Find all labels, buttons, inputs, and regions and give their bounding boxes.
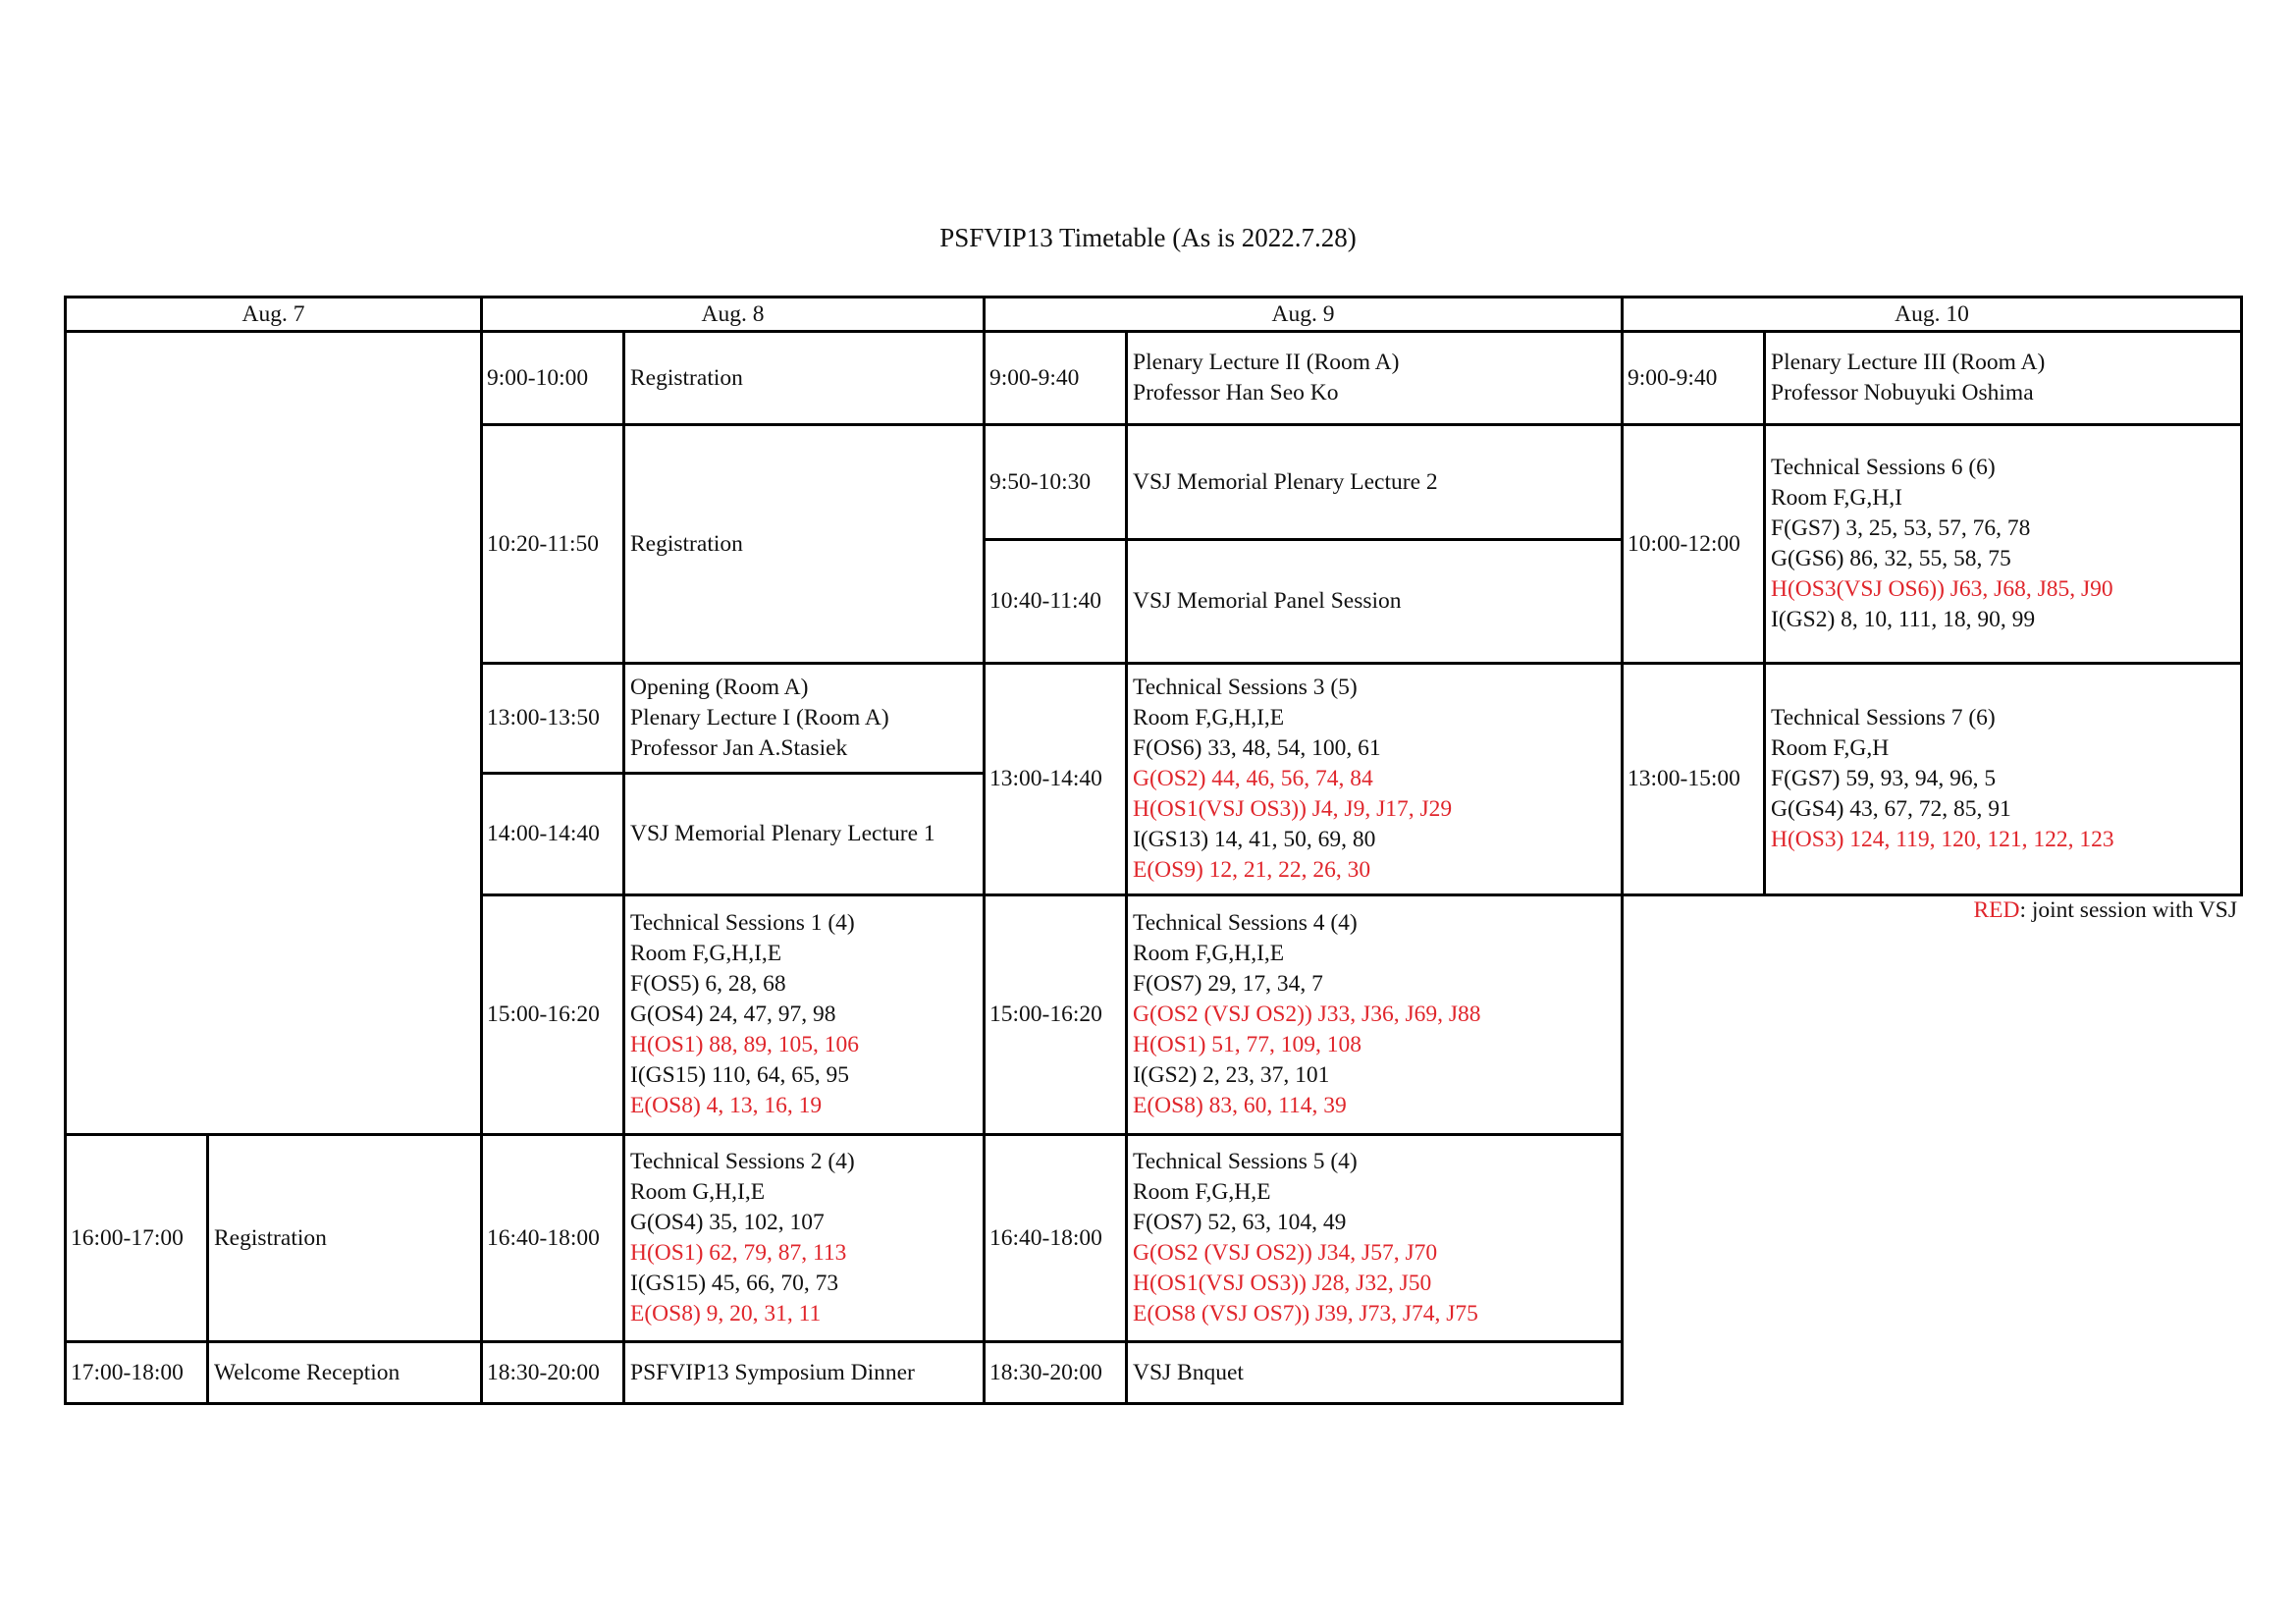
- session-line: I(GS15) 45, 66, 70, 73: [630, 1271, 839, 1296]
- session-line: F(OS5) 6, 28, 68: [630, 971, 786, 997]
- session-line: H(OS3) 124, 119, 120, 121, 122, 123: [1771, 827, 2114, 852]
- aug8-s7-time: 18:30-20:00: [480, 1340, 625, 1405]
- session-line: PSFVIP13 Symposium Dinner: [630, 1359, 915, 1385]
- session-line: I(GS15) 110, 64, 65, 95: [630, 1062, 850, 1088]
- session-line: Technical Sessions 5 (4): [1133, 1149, 1358, 1174]
- aug9-s6-content: [1125, 1133, 1624, 1343]
- aug9-s1-content: [1125, 330, 1624, 426]
- aug8-s5-time: 15:00-16:20: [480, 893, 625, 1136]
- legend-text: : joint session with VSJ: [2019, 897, 2237, 923]
- aug10-s2-time: 10:00-12:00: [1621, 423, 1766, 665]
- session-line: Professor Jan A.Stasiek: [630, 735, 848, 761]
- header-aug-10: Aug. 10: [1621, 296, 2243, 333]
- session-line: E(OS9) 12, 21, 22, 26, 30: [1133, 857, 1371, 883]
- aug9-s2-time: 9:50-10:30: [983, 423, 1128, 541]
- aug9-s3-time: 10:40-11:40: [983, 538, 1128, 665]
- session-line: F(GS7) 59, 93, 94, 96, 5: [1771, 766, 1997, 791]
- aug8-s5-content: [622, 893, 986, 1136]
- session-line: G(GS4) 43, 67, 72, 85, 91: [1771, 796, 2011, 822]
- session-line: F(GS7) 3, 25, 53, 57, 76, 78: [1771, 515, 2031, 541]
- session-line: VSJ Memorial Plenary Lecture 2: [1133, 468, 1438, 495]
- session-line: G(OS2 (VSJ OS2)) J34, J57, J70: [1133, 1240, 1438, 1266]
- aug8-s2-content: [622, 423, 986, 665]
- session-line: F(OS7) 29, 17, 34, 7: [1133, 971, 1323, 997]
- aug8-s1-time: 9:00-10:00: [480, 330, 625, 426]
- aug9-s7-content: [1125, 1340, 1624, 1405]
- aug9-s7-time: 18:30-20:00: [983, 1340, 1128, 1405]
- aug8-s2-time: 10:20-11:50: [480, 423, 625, 665]
- aug8-s7-content: [622, 1340, 986, 1405]
- aug7-s2-content: [206, 1340, 483, 1405]
- aug8-s6-time: 16:40-18:00: [480, 1133, 625, 1343]
- legend: [1973, 895, 2237, 925]
- session-line: I(GS2) 2, 23, 37, 101: [1133, 1062, 1330, 1088]
- session-line: Plenary Lecture II (Room A): [1133, 350, 1400, 375]
- session-line: VSJ Memorial Panel Session: [1133, 588, 1402, 614]
- session-line: Technical Sessions 2 (4): [630, 1149, 855, 1174]
- aug9-s6-time: 16:40-18:00: [983, 1133, 1128, 1343]
- aug10-s1-content: [1763, 330, 2243, 426]
- session-line: E(OS8) 9, 20, 31, 11: [630, 1301, 822, 1326]
- session-line: H(OS1) 88, 89, 105, 106: [630, 1032, 860, 1057]
- aug9-s5-content: [1125, 893, 1624, 1136]
- session-line: Technical Sessions 6 (6): [1771, 455, 1996, 480]
- session-line: G(OS4) 24, 47, 97, 98: [630, 1001, 836, 1027]
- session-line: Professor Nobuyuki Oshima: [1771, 380, 2034, 406]
- session-line: Opening (Room A): [630, 675, 809, 700]
- session-line: Plenary Lecture III (Room A): [1771, 350, 2046, 375]
- session-line: H(OS1(VSJ OS3)) J28, J32, J50: [1133, 1271, 1432, 1296]
- session-line: H(OS1) 51, 77, 109, 108: [1133, 1032, 1362, 1057]
- session-line: Room F,G,H,I,E: [1133, 941, 1285, 966]
- aug9-s4-content: [1125, 662, 1624, 896]
- session-line: Room F,G,H,I,E: [1133, 705, 1285, 731]
- legend-key: RED: [1973, 897, 2020, 923]
- aug8-s4-time: 14:00-14:40: [480, 772, 625, 896]
- header-aug-7: Aug. 7: [64, 296, 483, 333]
- aug8-s1-content: [622, 330, 986, 426]
- aug9-s5-time: 15:00-16:20: [983, 893, 1128, 1136]
- session-line: Registration: [214, 1224, 327, 1251]
- session-line: G(OS4) 35, 102, 107: [630, 1210, 825, 1235]
- aug9-s1-time: 9:00-9:40: [983, 330, 1128, 426]
- aug7-s1-content: [206, 1133, 483, 1343]
- session-line: H(OS3(VSJ OS6)) J63, J68, J85, J90: [1771, 576, 2113, 602]
- header-aug-8: Aug. 8: [480, 296, 986, 333]
- session-line: Room G,H,I,E: [630, 1179, 766, 1205]
- aug7-s2-time: 17:00-18:00: [64, 1340, 209, 1405]
- session-line: Registration: [630, 364, 743, 391]
- session-line: G(GS6) 86, 32, 55, 58, 75: [1771, 546, 2011, 571]
- session-line: Professor Han Seo Ko: [1133, 380, 1339, 406]
- session-line: Technical Sessions 4 (4): [1133, 910, 1358, 936]
- aug8-s3-time: 13:00-13:50: [480, 662, 625, 775]
- aug7-s1-time: 16:00-17:00: [64, 1133, 209, 1343]
- session-line: E(OS8) 83, 60, 114, 39: [1133, 1093, 1347, 1118]
- session-line: Technical Sessions 3 (5): [1133, 675, 1358, 700]
- session-line: H(OS1) 62, 79, 87, 113: [630, 1240, 847, 1266]
- session-line: Room F,G,H,E: [1133, 1179, 1271, 1205]
- session-line: Plenary Lecture I (Room A): [630, 705, 889, 731]
- session-line: H(OS1(VSJ OS3)) J4, J9, J17, J29: [1133, 796, 1453, 822]
- session-line: Technical Sessions 1 (4): [630, 910, 855, 936]
- session-line: F(OS6) 33, 48, 54, 100, 61: [1133, 735, 1381, 761]
- session-line: I(GS13) 14, 41, 50, 69, 80: [1133, 827, 1376, 852]
- aug8-s6-content: [622, 1133, 986, 1343]
- session-line: VSJ Memorial Plenary Lecture 1: [630, 821, 935, 846]
- aug10-s2-content: [1763, 423, 2243, 665]
- aug9-s3-content: [1125, 538, 1624, 665]
- aug9-s2-content: [1125, 423, 1624, 541]
- page-title: PSFVIP13 Timetable (As is 2022.7.28): [939, 223, 1357, 252]
- session-line: G(OS2 (VSJ OS2)) J33, J36, J69, J88: [1133, 1001, 1481, 1027]
- session-line: Welcome Reception: [214, 1359, 400, 1385]
- session-line: F(OS7) 52, 63, 104, 49: [1133, 1210, 1347, 1235]
- session-line: Room F,G,H,I: [1771, 485, 1902, 511]
- session-line: G(OS2) 44, 46, 56, 74, 84: [1133, 766, 1373, 791]
- session-line: E(OS8) 4, 13, 16, 19: [630, 1093, 823, 1118]
- session-line: E(OS8 (VSJ OS7)) J39, J73, J74, J75: [1133, 1301, 1478, 1326]
- aug8-s3-content: [622, 662, 986, 775]
- session-line: Room F,G,H: [1771, 735, 1890, 761]
- aug10-s1-time: 9:00-9:40: [1621, 330, 1766, 426]
- session-line: Room F,G,H,I,E: [630, 941, 782, 966]
- header-aug-9: Aug. 9: [983, 296, 1624, 333]
- session-line: Technical Sessions 7 (6): [1771, 705, 1996, 731]
- aug8-s4-content: [622, 772, 986, 896]
- aug9-s4-time: 13:00-14:40: [983, 662, 1128, 896]
- aug10-s3-content: [1763, 662, 2243, 896]
- aug10-s3-time: 13:00-15:00: [1621, 662, 1766, 896]
- session-line: I(GS2) 8, 10, 111, 18, 90, 99: [1771, 607, 2036, 632]
- aug7-empty-block: [64, 330, 483, 1136]
- session-line: VSJ Bnquet: [1133, 1359, 1244, 1385]
- session-line: Registration: [630, 530, 743, 557]
